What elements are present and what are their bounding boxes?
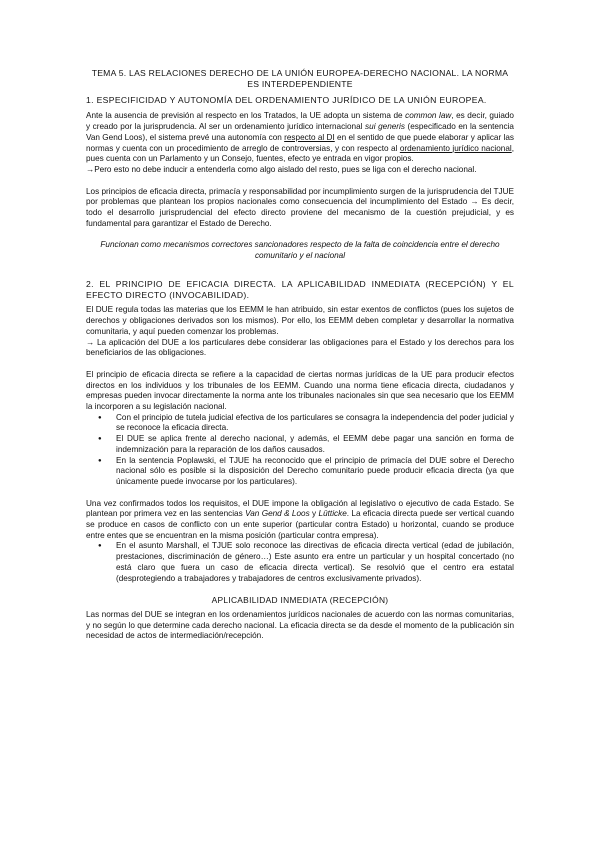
list-item: ● En el asunto Marshall, el TJUE solo reconoce las directivas de eficacia directa vertical (edad de jubilación, prestaciones, discriminación de género…) Este asunto era entre un particular y un hospital concertado (no está claro que fuera un caso de eficacia directa vertical). Se resolvió que el centro era estatal (desprotegiendo a trabajadores y trabajadores de centros exclusivamente privados).	[86, 541, 514, 584]
list-item: ● En la sentencia Poplawski, el TJUE ha reconocido que el principio de primacía del DUE sobre el Derecho nacional sólo es posible si la disposición del Derecho comunitario puede producir eficacia directa (ya que únicamente puede invocarse por los particulares).	[86, 456, 514, 488]
subheading-aplicabilidad: APLICABILIDAD INMEDIATA (RECEPCIÓN)	[211, 595, 389, 606]
section-1-paragraph-2: Los principios de eficacia directa, primacía y responsabilidad por incumplimiento surgen de la jurisprudencia del TJUE por problemas que plantean los propios nacionales como consecuencia del incumplimiento del Estado → Es decir, todo el desarrollo jurisprudencial del efecto directo proviene del mecanismo de la cuestión prejudicial, y es fundamental para garantizar el Estado de Derecho.	[86, 186, 514, 228]
section-2-paragraph-2: El principio de eficacia directa se refiere a la capacidad de ciertas normas jurídicas de la UE para producir efectos directos en los individuos y los tribunales de los EEMM. Cuando una norma tiene eficacia directa, ciudadanos y empresas pueden invocar directamente la norma ante los tribunales nacionales sin que sea necesario que los EEMM la incorporen a su legislación nacional.	[86, 369, 514, 412]
document-title: TEMA 5. LAS RELACIONES DERECHO DE LA UNIÓN EUROPEA-DERECHO NACIONAL. LA NORMA ES INTERDEPENDIENTE	[91, 68, 509, 89]
section-2-paragraph-4: Las normas del DUE se integran en los ordenamientos jurídicos nacionales de acuerdo con las normas comunitarias, y no según lo que determine cada derecho nacional. La eficacia directa se da desde el momento de la publicación sin necesidad de actos de intermediación/recepción.	[86, 610, 514, 641]
bullet-list-principles	[86, 413, 514, 488]
section-2-paragraph-1: El DUE regula todas las materias que los EEMM le han atribuido, sin estar exentos de conflictos (pues los sujetos de derechos y obligaciones derivados son los mismos). Por ello, los EEMM deben completar y desarrollar la normativa comunitaria, y aquí pueden comenzar los problemas.	[86, 305, 514, 336]
section-1-arrow-note: →Pero esto no debe inducir a entenderla como algo aislado del resto, pues se liga con el derecho nacional.	[86, 164, 477, 174]
section-1-italic-quote: Funcionan como mecanismos correctores sancionadores respecto de la falta de coincidencia entre el derecho comunitario y el nacional	[100, 240, 500, 261]
section-1-heading: 1. ESPECIFICIDAD Y AUTONOMÍA DEL ORDENAMIENTO JURÍDICO DE LA UNIÓN EUROPEA.	[86, 94, 487, 105]
section-2-arrow-note: → La aplicación del DUE a los particulares debe considerar las obligaciones para el Estado y los derechos para los beneficiarios de las obligaciones.	[86, 337, 514, 358]
list-item: ● El DUE se aplica frente al derecho nacional, y además, el EEMM debe pagar una sanción en forma de indemnización para la reparación de los daños causados.	[86, 434, 514, 455]
list-item: ● Con el principio de tutela judicial efectiva de los particulares se consagra la independencia del poder judicial y se reconoce la eficacia directa.	[86, 413, 514, 434]
bullet-list-marshall	[86, 541, 514, 584]
section-2-paragraph-3: Una vez confirmados todos los requisitos, el DUE impone la obligación al legislativo o ejecutivo de cada Estado. Se plantean por primera vez en las sentencias Van Gend & Loos y Lütticke. La eficacia directa puede ser vertical cuando se produce en casos de conflicto con un ente superior (particular contra Estado) u horizontal, cuando se produce entre entes que se encuentran en la misma posición (particular contra empresa).	[86, 498, 514, 540]
section-1-paragraph-1: Ante la ausencia de previsión al respecto en los Tratados, la UE adopta un sistema de common law, es decir, guiado y creado por la jurisprudencia. Al ser un ordenamiento jurídico internacional sui generis (especificado en la sentencia Van Gend Loos), el sistema prevé una autonomía con respecto al DI en el sentido de que puede elaborar y aplicar las normas y cuenta con un procedimiento de arreglo de controversias, y con respecto al ordenamiento jurídico nacional, pues cuenta con un Parlamento y un Consejo, fuentes, efecto ye entrada en vigor propios.	[86, 111, 514, 164]
section-2-heading: 2. EL PRINCIPIO DE EFICACIA DIRECTA. LA APLICABILIDAD INMEDIATA (RECEPCIÓN) Y EL EFECTO DIRECTO (INVOCABILIDAD).	[86, 278, 514, 300]
